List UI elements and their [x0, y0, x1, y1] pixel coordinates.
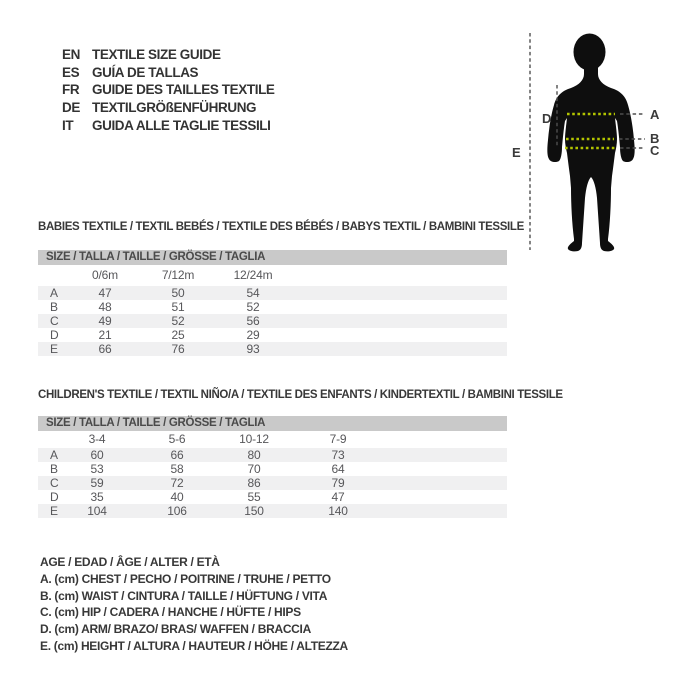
size-measurement-diagram	[505, 28, 680, 260]
label-a: A	[650, 107, 660, 122]
column-header: 3-4	[88, 432, 106, 446]
column-header: 5-6	[168, 432, 186, 446]
language-title: TEXTILE SIZE GUIDE	[92, 47, 221, 63]
size-cell: 104	[87, 504, 107, 518]
size-cell: 29	[246, 328, 260, 342]
size-cell: 66	[170, 448, 184, 462]
table-row	[38, 300, 507, 314]
size-cell: 47	[98, 286, 112, 300]
row-label: E	[50, 342, 58, 356]
table-row	[38, 448, 507, 462]
language-row-de	[62, 99, 275, 117]
size-cell: 55	[247, 490, 261, 504]
size-cell: 48	[98, 300, 112, 314]
size-header-bar: SIZE / TALLA / TAILLE / GRÖSSE / TAGLIA	[38, 250, 507, 265]
row-label: B	[50, 462, 58, 476]
measurement-legend	[40, 554, 348, 655]
size-cell: 40	[170, 490, 184, 504]
row-label: D	[50, 490, 59, 504]
size-cell: 73	[331, 448, 345, 462]
language-title: TEXTILGRÖßENFÜHRUNG	[92, 100, 257, 116]
size-cell: 140	[328, 504, 348, 518]
size-cell: 70	[247, 462, 261, 476]
size-cell: 47	[331, 490, 345, 504]
label-e: E	[512, 145, 521, 160]
row-label: D	[50, 328, 59, 342]
size-cell: 21	[98, 328, 112, 342]
row-label: C	[50, 314, 59, 328]
column-header: 7-9	[329, 432, 347, 446]
size-header-bar: SIZE / TALLA / TAILLE / GRÖSSE / TAGLIA	[38, 416, 507, 431]
legend-line-arm: D. (cm) ARM/ BRAZO/ BRAS/ WAFFEN / BRACCIA	[40, 622, 311, 637]
size-cell: 52	[246, 300, 260, 314]
table-row	[38, 286, 507, 300]
column-header-row	[38, 431, 507, 448]
size-cell: 51	[171, 300, 185, 314]
size-cell: 52	[171, 314, 185, 328]
table-row	[38, 462, 507, 476]
language-title: GUÍA DE TALLAS	[92, 64, 199, 80]
size-cell: 53	[90, 462, 104, 476]
size-cell: 66	[98, 342, 112, 356]
size-cell: 86	[247, 476, 261, 490]
language-code: FR	[62, 82, 80, 98]
size-cell: 64	[331, 462, 345, 476]
column-header: 12/24m	[233, 268, 273, 282]
size-cell: 49	[98, 314, 112, 328]
legend-line-chest: A. (cm) CHEST / PECHO / POITRINE / TRUHE / PETTO	[40, 571, 331, 586]
table-row	[38, 314, 507, 328]
size-cell: 50	[171, 286, 185, 300]
size-cell: 72	[170, 476, 184, 490]
table-row	[38, 328, 507, 342]
legend-line-age: AGE / EDAD / ÂGE / ALTER / ETÀ	[40, 555, 220, 569]
language-code: EN	[62, 47, 80, 63]
legend-line-height: E. (cm) HEIGHT / ALTURA / HAUTEUR / HÖHE / ALTEZZA	[40, 638, 348, 653]
row-label: B	[50, 300, 58, 314]
language-row-fr	[62, 81, 275, 99]
size-cell: 59	[90, 476, 104, 490]
row-label: C	[50, 476, 59, 490]
language-row-it	[62, 116, 275, 134]
size-cell: 25	[171, 328, 185, 342]
column-header: 10-12	[239, 432, 269, 446]
label-d: D	[542, 111, 552, 126]
size-cell: 79	[331, 476, 345, 490]
size-cell: 54	[246, 286, 260, 300]
table-row	[38, 490, 507, 504]
row-label: A	[50, 448, 58, 462]
column-header-row	[38, 265, 507, 286]
language-row-es	[62, 64, 275, 82]
children-size-table	[38, 416, 507, 518]
size-cell: 60	[90, 448, 104, 462]
label-b: B	[650, 131, 660, 146]
column-header: 7/12m	[161, 268, 195, 282]
size-cell: 106	[167, 504, 187, 518]
babies-section-title: BABIES TEXTILE / TEXTIL BEBÉS / TEXTILE DES BÉBÉS / BABYS TEXTIL / BAMBINI TESSILE	[38, 221, 524, 233]
column-header: 0/6m	[92, 268, 118, 282]
row-label: E	[50, 504, 58, 518]
row-label: A	[50, 286, 58, 300]
language-title: GUIDE DES TAILLES TEXTILE	[92, 82, 275, 98]
language-code: ES	[62, 64, 80, 80]
size-cell: 76	[171, 342, 185, 356]
language-title: GUIDA ALLE TAGLIE TESSILI	[92, 117, 271, 133]
language-code: IT	[62, 117, 74, 133]
size-cell: 56	[246, 314, 260, 328]
size-cell: 58	[170, 462, 184, 476]
legend-line-waist: B. (cm) WAIST / CINTURA / TAILLE / HÜFTUNG / VITA	[40, 588, 328, 603]
children-section-title: CHILDREN'S TEXTILE / TEXTIL NIÑO/A / TEXTILE DES ENFANTS / KINDERTEXTIL / BAMBINI TESSILE	[38, 389, 563, 401]
legend-line-hip: C. (cm) HIP / CADERA / HANCHE / HÜFTE / HIPS	[40, 605, 301, 620]
label-c: C	[650, 143, 660, 158]
language-code: DE	[62, 100, 80, 116]
size-cell: 35	[90, 490, 104, 504]
size-cell: 93	[246, 342, 260, 356]
child-silhouette-icon	[547, 34, 634, 252]
table-row	[38, 342, 507, 356]
language-row-en	[62, 46, 275, 64]
table-row	[38, 476, 507, 490]
language-list	[62, 46, 275, 134]
size-cell: 150	[244, 504, 264, 518]
table-row	[38, 504, 507, 518]
babies-size-table	[38, 250, 507, 356]
size-cell: 80	[247, 448, 261, 462]
